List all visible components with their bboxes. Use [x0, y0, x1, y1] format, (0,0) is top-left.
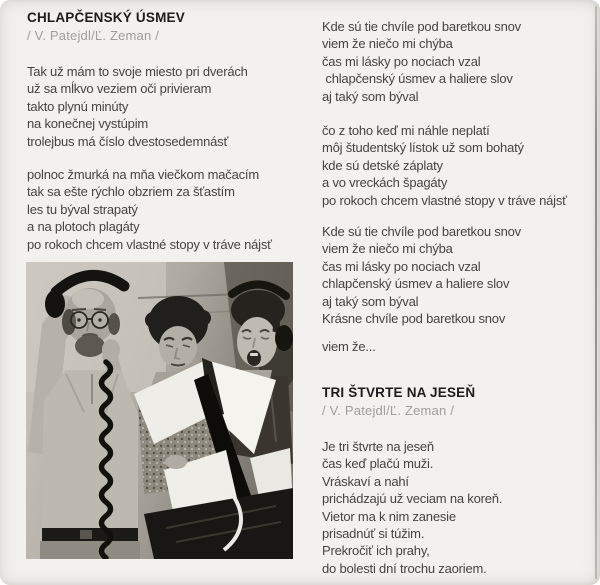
stanza-verse-2	[27, 166, 299, 253]
studio-photo-illustration	[26, 262, 293, 559]
lyric-line: viem že niečo mi chýba	[322, 36, 453, 52]
lyric-line: trolejbus má číslo dvestosedemnásť	[27, 133, 229, 149]
stanza-chorus-1	[322, 18, 594, 105]
right-column	[322, 18, 594, 577]
song-title-tri-stvrte-na-jesen: TRI ŠTVRTE NA JESEŇ	[322, 384, 476, 400]
singing-mouth	[247, 350, 261, 366]
lyric-line: takto plynú minúty	[27, 98, 129, 114]
lyric-line: les tu býval strapatý	[27, 201, 138, 217]
lyric-line: do bolesti dní trochu zaoriem.	[322, 560, 487, 576]
song-credits: / V. Patejdl/Ľ. Zeman /	[27, 28, 160, 43]
lyric-line: Prekročiť ich prahy,	[322, 543, 430, 559]
song-credits: / V. Patejdl/Ľ. Zeman /	[322, 402, 455, 418]
lyric-line: prichádzajú už veciam na koreň.	[322, 491, 503, 507]
lyric-line: Kde sú tie chvíle pod baretkou snov	[322, 224, 521, 240]
lyric-line: po rokoch chcem vlastné stopy v tráve nájsť	[27, 236, 272, 252]
lyric-line: chlapčenský úsmev a haliere slov	[322, 71, 513, 87]
lyric-line: a vo vreckách špagáty	[322, 175, 448, 191]
lyric-line: čas mi lásky po nociach vzal	[322, 258, 481, 274]
song-header-tri-stvrte	[322, 384, 594, 419]
lyric-line: čo z toho keď mi náhle neplatí	[322, 123, 490, 139]
lyric-line: Vráskaví a nahí	[322, 473, 409, 489]
song-title-chlapcensky-usmev: CHLAPČENSKÝ ÚSMEV	[27, 10, 185, 25]
stanza-outro	[322, 338, 594, 355]
stanza-verse-3	[322, 122, 594, 209]
lyric-line: chlapčenský úsmev a haliere slov	[322, 276, 510, 292]
lyric-line: po rokoch chcem vlastné stopy v tráve nájsť	[322, 192, 567, 208]
lyric-line: tak sa ešte rýchlo obzriem za šťastím	[27, 184, 235, 200]
lyric-line: aj taký som býval	[322, 88, 419, 104]
left-column	[27, 9, 299, 253]
lyric-line: Krásne chvíle pod baretkou snov	[322, 311, 506, 327]
lyric-line: Tak už mám to svoje miesto pri dverách	[27, 64, 248, 79]
lyric-line: aj taký som býval	[322, 293, 419, 309]
lyric-line: Je tri štvrte na jeseň	[322, 438, 434, 454]
lyric-line: viem že...	[322, 338, 376, 354]
lyric-line: Kde sú tie chvíle pod baretkou snov	[322, 19, 521, 34]
lyric-line: môj študentský lístok už som bohatý	[322, 140, 524, 156]
lyric-line: na konečnej vystúpim	[27, 116, 149, 132]
lyric-line: viem že niečo mi chýba	[322, 241, 453, 257]
page-fold-edge	[595, 6, 597, 579]
lyric-line: čas mi lásky po nociach vzal	[322, 53, 481, 69]
lyric-line: už sa mĺkvo veziem oči privieram	[27, 81, 212, 97]
lyric-line: kde sú detské záplaty	[322, 157, 443, 173]
studio-photo	[26, 262, 293, 559]
headphone-earcup	[275, 325, 293, 351]
stanza-verse-1	[27, 63, 299, 150]
lyric-line: a na plotoch plagáty	[27, 219, 140, 235]
lyric-line: polnoc žmurká na mňa viečkom mačacím	[27, 167, 259, 183]
stanza-chorus-2	[322, 223, 594, 327]
lyric-line: čas keď plačú muži.	[322, 456, 434, 472]
lyric-line: prisadnúť si túžim.	[322, 525, 425, 541]
lyric-line: Vietor ma k nim zanesie	[322, 508, 456, 524]
stanza-verse-1	[322, 438, 594, 577]
